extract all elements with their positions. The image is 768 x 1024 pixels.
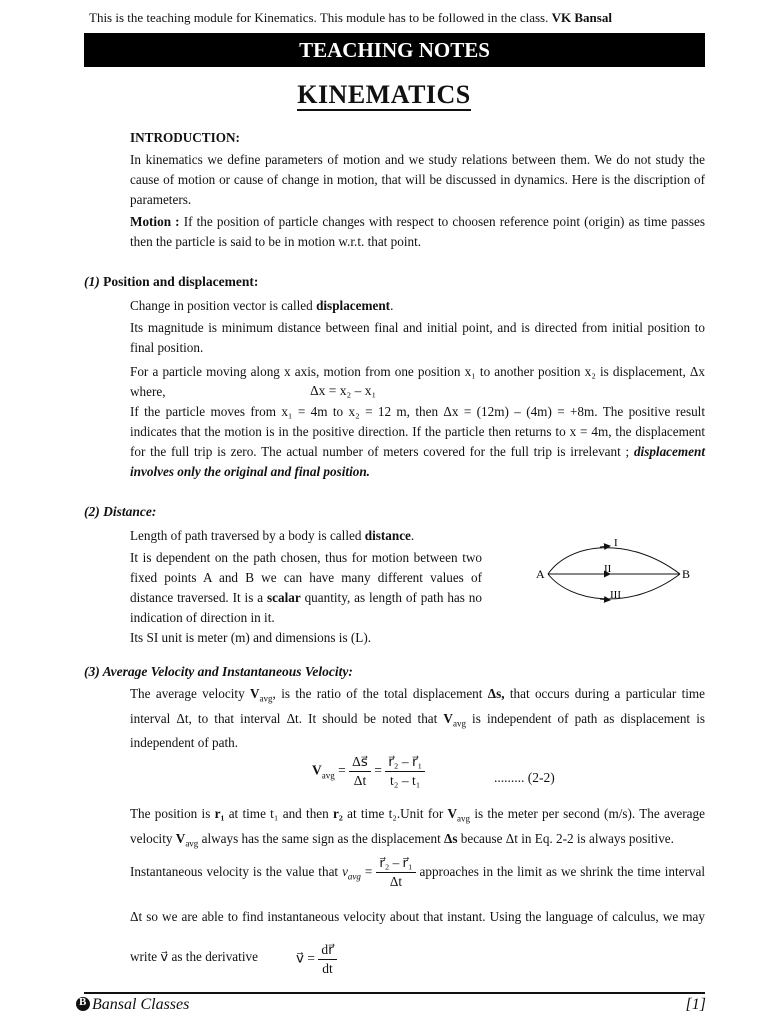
avg-subscript: avg bbox=[259, 693, 273, 704]
section2-line1: Length of path traversed by a body is called distance. bbox=[130, 528, 415, 543]
section1-title: Position and displacement: bbox=[99, 274, 259, 289]
path-label-2: II bbox=[604, 563, 612, 575]
motion-paragraph bbox=[130, 212, 705, 252]
section1-heading bbox=[84, 272, 258, 292]
inst-num: r⃗₂ – r⃗₁ bbox=[376, 855, 415, 873]
section2-line2-text: It is dependent on the path chosen, thus for motion between two fixed points A and B we can have many different values of distance traversed. It is a bbox=[130, 550, 482, 605]
equation-label: ......... (2-2) bbox=[494, 770, 555, 785]
s-symbol: Δs bbox=[444, 830, 458, 846]
v-vector: v⃗ bbox=[160, 948, 169, 964]
footer-divider bbox=[84, 992, 705, 994]
term-scalar: scalar bbox=[266, 590, 301, 605]
motion-text: If the position of particle changes with respect to choosen reference point (origin) as time passes then the particle is said to be in motion w.r.t. that point. bbox=[130, 214, 705, 249]
section2-line3: Its SI unit is meter (m) and dimensions is (L). bbox=[130, 630, 372, 645]
section2-line2 bbox=[130, 548, 482, 628]
section1-line4 bbox=[130, 402, 705, 482]
page-number: [1] bbox=[685, 996, 706, 1013]
s3-p3-b: approaches in the limit as we shrink the time interval Δt so we are able to find instantaneous velocity about that instant. Using the language of calculus, we may write bbox=[130, 864, 706, 964]
page-title bbox=[0, 80, 768, 110]
section1-emphasis: displacement involves only the original and final position. bbox=[130, 444, 705, 479]
fraction-inst bbox=[376, 855, 415, 890]
v-symbol: V bbox=[443, 710, 453, 726]
arrow-1 bbox=[600, 546, 610, 547]
section2-title: (2) Distance: bbox=[84, 504, 157, 519]
section1-line2: Its magnitude is minimum distance between final and initial point, and is directed from initial position to final position. bbox=[130, 320, 705, 355]
path-label-1: I bbox=[614, 537, 618, 549]
author: VK Bansal bbox=[551, 10, 612, 25]
avg-velocity-equation: $V_{avg}$ = $\frac{\Delta s⃗}{\Delta t}$ = $\frac{\text{r⃗₂ – r⃗₁}}{\text{t₂ – t₁}}$ bbox=[312, 754, 425, 789]
frac1-den: Δt bbox=[353, 773, 367, 788]
s3-p3-a: Instantaneous velocity is the value that bbox=[130, 864, 343, 879]
top-note-text: This is the teaching module for Kinematics. This module has to be followed in the class. bbox=[89, 10, 549, 25]
section1-line1: Change in position vector is called displacement. bbox=[130, 298, 394, 313]
term-distance: distance bbox=[364, 528, 411, 543]
section2-heading bbox=[84, 502, 156, 522]
deriv-lhs: v⃗ = bbox=[296, 950, 315, 966]
section3-title: (3) Average Velocity and Instantaneous Velocity: bbox=[84, 664, 353, 679]
r1-symbol: r₁ bbox=[214, 806, 225, 821]
r2-symbol: r₂ bbox=[333, 806, 343, 821]
s3-p1-d: is independent of path as displacement is independent of path. bbox=[130, 710, 706, 751]
avg-subscript: avg bbox=[185, 838, 199, 849]
fraction-derivative bbox=[318, 942, 336, 977]
section1-number: (1) bbox=[84, 274, 100, 289]
v-avg-symbol: $v_{avg}$ bbox=[342, 864, 361, 882]
footer-brand-text: Bansal Classes bbox=[92, 996, 190, 1013]
intro-heading: INTRODUCTION: bbox=[130, 130, 240, 145]
avg-subscript: avg bbox=[457, 813, 471, 824]
s3-p2-e: always has the same sign as the displacement bbox=[198, 830, 445, 846]
s3-p1-a: The average velocity bbox=[130, 686, 251, 701]
s3-p1-b: , is the ratio of the total displacement bbox=[272, 686, 488, 701]
deriv-num: dr⃗ bbox=[318, 942, 336, 960]
v-symbol: V bbox=[175, 830, 186, 846]
banner: TEACHING NOTES bbox=[84, 33, 705, 67]
page-title-text: KINEMATICS bbox=[297, 80, 471, 109]
deriv-den: dt bbox=[322, 961, 333, 976]
avg-subscript: avg bbox=[452, 718, 466, 729]
s3-p1-c: that occurs during a particular time interval Δt, to that interval Δt. It should be noted that bbox=[130, 686, 706, 726]
v-symbol: V bbox=[447, 806, 458, 821]
intro-paragraph: In kinematics we define parameters of motion and we study relations between them. We do not study the cause of motion or cause of change in motion, that will be discussed in dynamics. Here is the discription of parameters. bbox=[130, 152, 705, 207]
top-note bbox=[89, 10, 612, 26]
inst-den: Δt bbox=[389, 874, 402, 890]
eq-avg: avg bbox=[321, 770, 335, 781]
section3-para1 bbox=[130, 684, 705, 753]
derivative-equation bbox=[296, 942, 337, 977]
frac2-den: t₂ – t₁ bbox=[390, 773, 421, 788]
s3-p2-a: The position is bbox=[130, 806, 215, 821]
footer-brand bbox=[76, 996, 189, 1014]
path-label-3: III bbox=[610, 589, 621, 601]
point-a: A bbox=[536, 567, 545, 581]
motion-label: Motion : bbox=[130, 214, 180, 229]
fraction-ds-dt bbox=[349, 754, 371, 789]
s3-p3-c: as the derivative bbox=[168, 948, 258, 964]
section1-line4-text: If the particle moves from x₁ = 4m to x₂ = 12 m, then Δx = (12m) – (4m) = +8m. The positive result indicates that the motion is in the positive direction. If the particle then returns to x = 4m, the displacement for the full trip is zero. The actual number of meters covered for the full trip is irrelevant ; bbox=[130, 404, 705, 459]
eq-v: V bbox=[312, 762, 322, 778]
displacement-equation: Δx = x₂ – x₁ bbox=[310, 383, 377, 398]
frac1-num: Δs⃗ bbox=[349, 754, 371, 772]
point-b: B bbox=[682, 567, 691, 581]
section3-para2 bbox=[130, 804, 705, 853]
frac2-num: r⃗₂ – r⃗₁ bbox=[385, 754, 425, 772]
section2-line2-end: quantity, as length of path has no indication of direction in it. bbox=[130, 590, 482, 625]
fraction-dr-dt bbox=[385, 754, 425, 789]
s3-p2-d: is the meter per second (m/s). The average velocity bbox=[130, 806, 705, 846]
section2-line1-text: Length of path traversed by a body is called bbox=[130, 528, 365, 543]
bansal-logo-icon bbox=[76, 997, 90, 1011]
v-symbol: V bbox=[250, 686, 260, 701]
ds-symbol: Δs, bbox=[487, 686, 505, 701]
path-diagram bbox=[530, 534, 710, 606]
s3-p2-c: at time t₂.Unit for bbox=[342, 806, 448, 821]
section1-line1-text: Change in position vector is called bbox=[130, 298, 317, 313]
path-1 bbox=[548, 548, 680, 574]
section3-heading bbox=[84, 662, 353, 682]
s3-p2-f: because Δt in Eq. 2-2 is always positive. bbox=[457, 830, 674, 846]
section3-para3: Instantaneous velocity is the value that $v_{avg}$ = $\frac{\text{r⃗₂ – r⃗₁}}{\Delta t}$ approaches in the limit as we shrink the time interval Δt so we are able to find instantaneous velocity about that instant. Using the language of calculus, we may write v⃗ as the derivative bbox=[130, 855, 706, 964]
section1-line3: For a particle moving along x axis, motion from one position x₁ to another position x₂ is displacement, Δx where, bbox=[130, 364, 705, 399]
s3-p2-b: at time t₁ and then bbox=[224, 806, 334, 821]
term-displacement: displacement bbox=[316, 298, 391, 313]
